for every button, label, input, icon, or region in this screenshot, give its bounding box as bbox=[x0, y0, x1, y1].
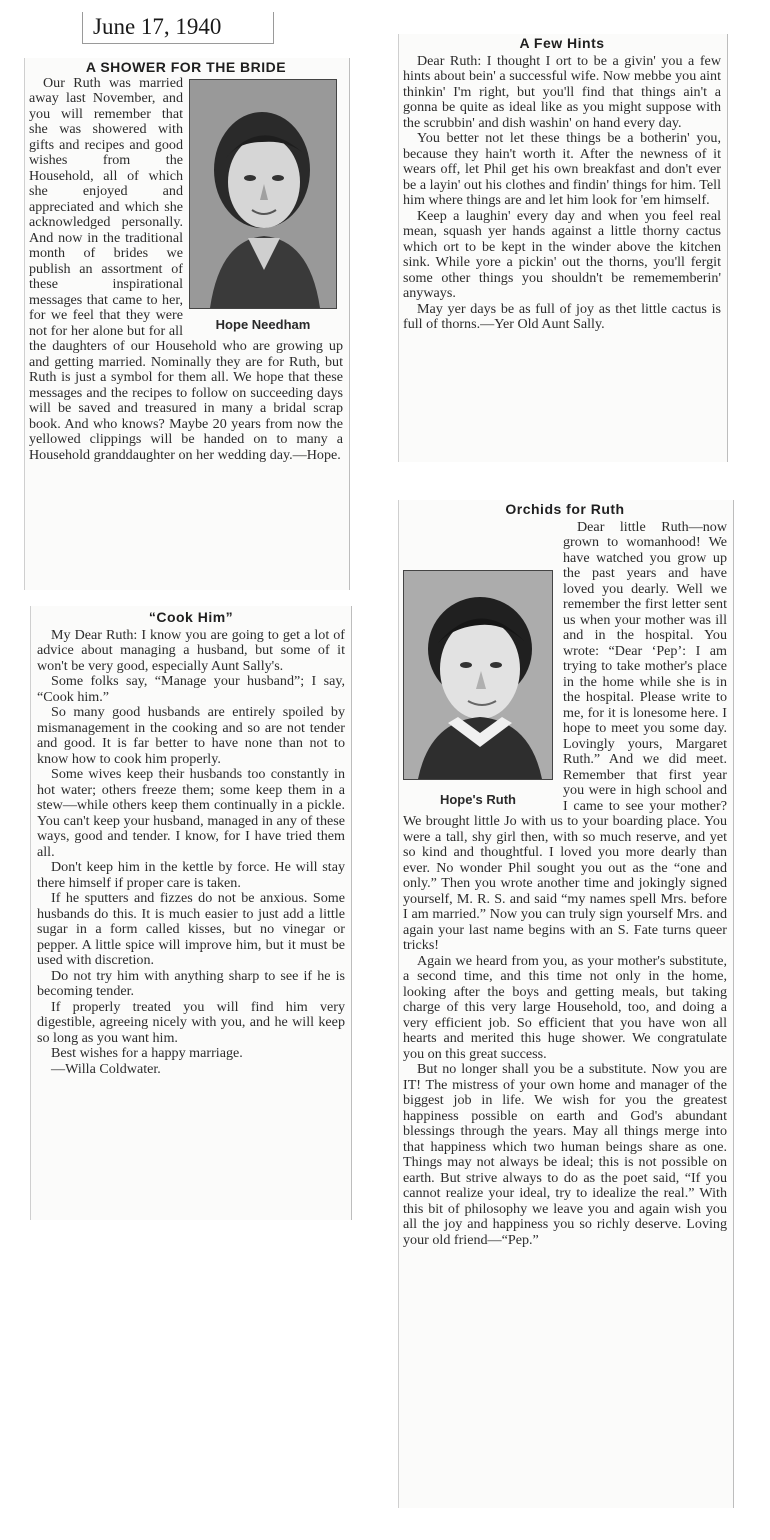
hope-needham-photo bbox=[189, 79, 337, 309]
hints-paragraph: Keep a laughin' every day and when you feel real mean, squash yer hands against a little thorny cactus which ort to be kept in the winder above the kitchen sink. While yore a pickin' out the thorns, you'll fergit some other things you shouldn't be remememberin' anyways. bbox=[403, 207, 721, 301]
cook-paragraph: So many good husbands are entirely spoiled by mismanagement in the cooking and so are not tender and good. It is far better to have none than not to know how to cook him properly. bbox=[37, 704, 345, 767]
portrait-illustration bbox=[404, 571, 552, 779]
orchids-paragraph: But no longer shall you be a substitute. Now you are IT! The mistress of your own home and manager of the biggest job in life. We wish for you the greatest happiness possible on earth and God's abundant blessings through the years. May all things merge into that happiness which two human beings share as one. Things may not always be ideal; this is not possible on earth. But strive always to do as the poet said, “If you cannot realize your ideal, try to idealize the real.” With this bit of philosophy we leave you and again wish you all the joy and happiness you so richly deserve. Loving your old friend—“Pep.” bbox=[403, 1061, 727, 1248]
shower-body: Our Ruth was married away last November, and you will remember that she was showered with gifts and recipes and good wishes from the Household, all of which she enjoyed and appreciated and which she acknowledged personally. And now in the traditional month of brides we publish an assortment of these inspirational messages that came to her, for we feel that they were not for her alone but for all the daughters of our Household who are growing up and getting married. Nominally they are for Ruth, but Ruth is just a symbol for them all. We hope that these messages and the recipes to follow on succeeding days will be saved and treasured in many a bridal scrap book. And who knows? Maybe 20 years from now the yellowed clippings will be handed on to many a Household granddaughter on her wedding day.—Hope. bbox=[29, 74, 343, 463]
cook-paragraph: Some folks say, “Manage your husband”; I say, “Cook him.” bbox=[37, 673, 345, 705]
hopes-ruth-caption: Hope's Ruth bbox=[439, 791, 517, 807]
orchids-paragraph: Again we heard from you, as your mother's substitute, a second time, and this time not only in the home, looking after the boys and getting meals, but taking charge of this very large Household, too, and doing a very efficient job. So efficient that you have won all hearts and merited this huge shower. We congratulate you on this great success. bbox=[403, 952, 727, 1062]
hopes-ruth-photo bbox=[403, 570, 553, 780]
cook-him-title: “Cook Him” bbox=[148, 609, 234, 625]
orchids-paragraph: Dear little Ruth—now grown to womanhood! We have watched you grow up the past years and have loved you dearly. Well we remember the first letter sent us when your mother was ill and in the hospital. You wrote: “Dear ‘Pep’: I am trying to take mother's place in the home while she is in the hospital. Please write to me, for it is lonesome here. I hope to meet you some day. Lovingly yours, Margaret Ruth.” And we did meet. Remember that first year you were in high school and I came to see your mother? We brought little Jo with us to your boarding place. You were a tall, shy girl then, with so much reserve, and yet so kind and thoughtful. I loved you more dearly than ever. No wonder Phil sought you out as the “one and only.” Then you wrote another time and jokingly signed yourself, M. R. S. and said “my names spell Mrs. before I am married.” Now you can truly sign yourself Mrs. and again your last name begins with an S. Fate turns queer tricks! bbox=[403, 518, 727, 953]
portrait-illustration bbox=[190, 80, 336, 308]
cook-signature: —Willa Coldwater. bbox=[51, 1060, 161, 1077]
orchids-title: Orchids for Ruth bbox=[505, 501, 625, 517]
cook-paragraph: Best wishes for a happy marriage. bbox=[51, 1045, 243, 1061]
shower-clipping bbox=[24, 58, 350, 590]
hints-paragraph: Dear Ruth: I thought I ort to be a givin' you a few hints about bein' a successful wife. Now mebbe you aint thinkin' I'm right, but you'll find that things ain't a gonna be quite as ideal like as you might suppose with the scrubbin' and dish washin' on hand every day. bbox=[403, 52, 721, 131]
few-hints-title: A Few Hints bbox=[519, 35, 605, 51]
hints-paragraph: You better not let these things be a botherin' you, because they hain't worth it. After the newness of it wears off, let Phil get his own breakfast and don't ever be a layin' out his clothes and findin' things for him. Tell him where things are and let him look for 'em himself. bbox=[403, 130, 721, 208]
cook-paragraph: If he sputters and fizzes do not be anxious. Some husbands do this. It is much easier to just add a little sugar in a form called kisses, but no vinegar or pepper. A little spice will improve him, but it must be used with discretion. bbox=[37, 890, 345, 968]
cook-paragraph: Some wives keep their husbands too constantly in hot water; others freeze them; some keep them in a stew—while others keep them continually in a pickle. You can't keep your husband, managed in any of these ways, good and tender. I know, for I have tried them all. bbox=[37, 766, 345, 860]
cook-paragraph: Don't keep him in the kettle by force. He will stay there himself if proper care is taken. bbox=[37, 859, 345, 891]
orchids-clipping bbox=[398, 500, 734, 1508]
hints-paragraph: May yer days be as full of joy as thet little cactus is full of thorns.—Yer Old Aunt Sally. bbox=[403, 300, 721, 332]
hope-needham-photo-box bbox=[189, 79, 337, 333]
clipping-date: June 17, 1940 bbox=[82, 12, 274, 44]
few-hints-clipping bbox=[398, 34, 728, 462]
hope-needham-caption: Hope Needham bbox=[215, 316, 311, 332]
shower-title: A SHOWER FOR THE BRIDE bbox=[85, 59, 287, 75]
hopes-ruth-photo-box bbox=[403, 570, 553, 808]
cook-him-clipping bbox=[30, 606, 352, 1220]
cook-paragraph: If properly treated you will find him very digestible, agreeing nicely with you, and he will keep so long as you want him. bbox=[37, 998, 345, 1046]
cook-paragraph: My Dear Ruth: I know you are going to get a lot of advice about managing a husband, but some of it won't be very good, especially Aunt Sally's. bbox=[37, 626, 345, 674]
cook-paragraph: Do not try him with anything sharp to see if he is becoming tender. bbox=[37, 967, 345, 999]
